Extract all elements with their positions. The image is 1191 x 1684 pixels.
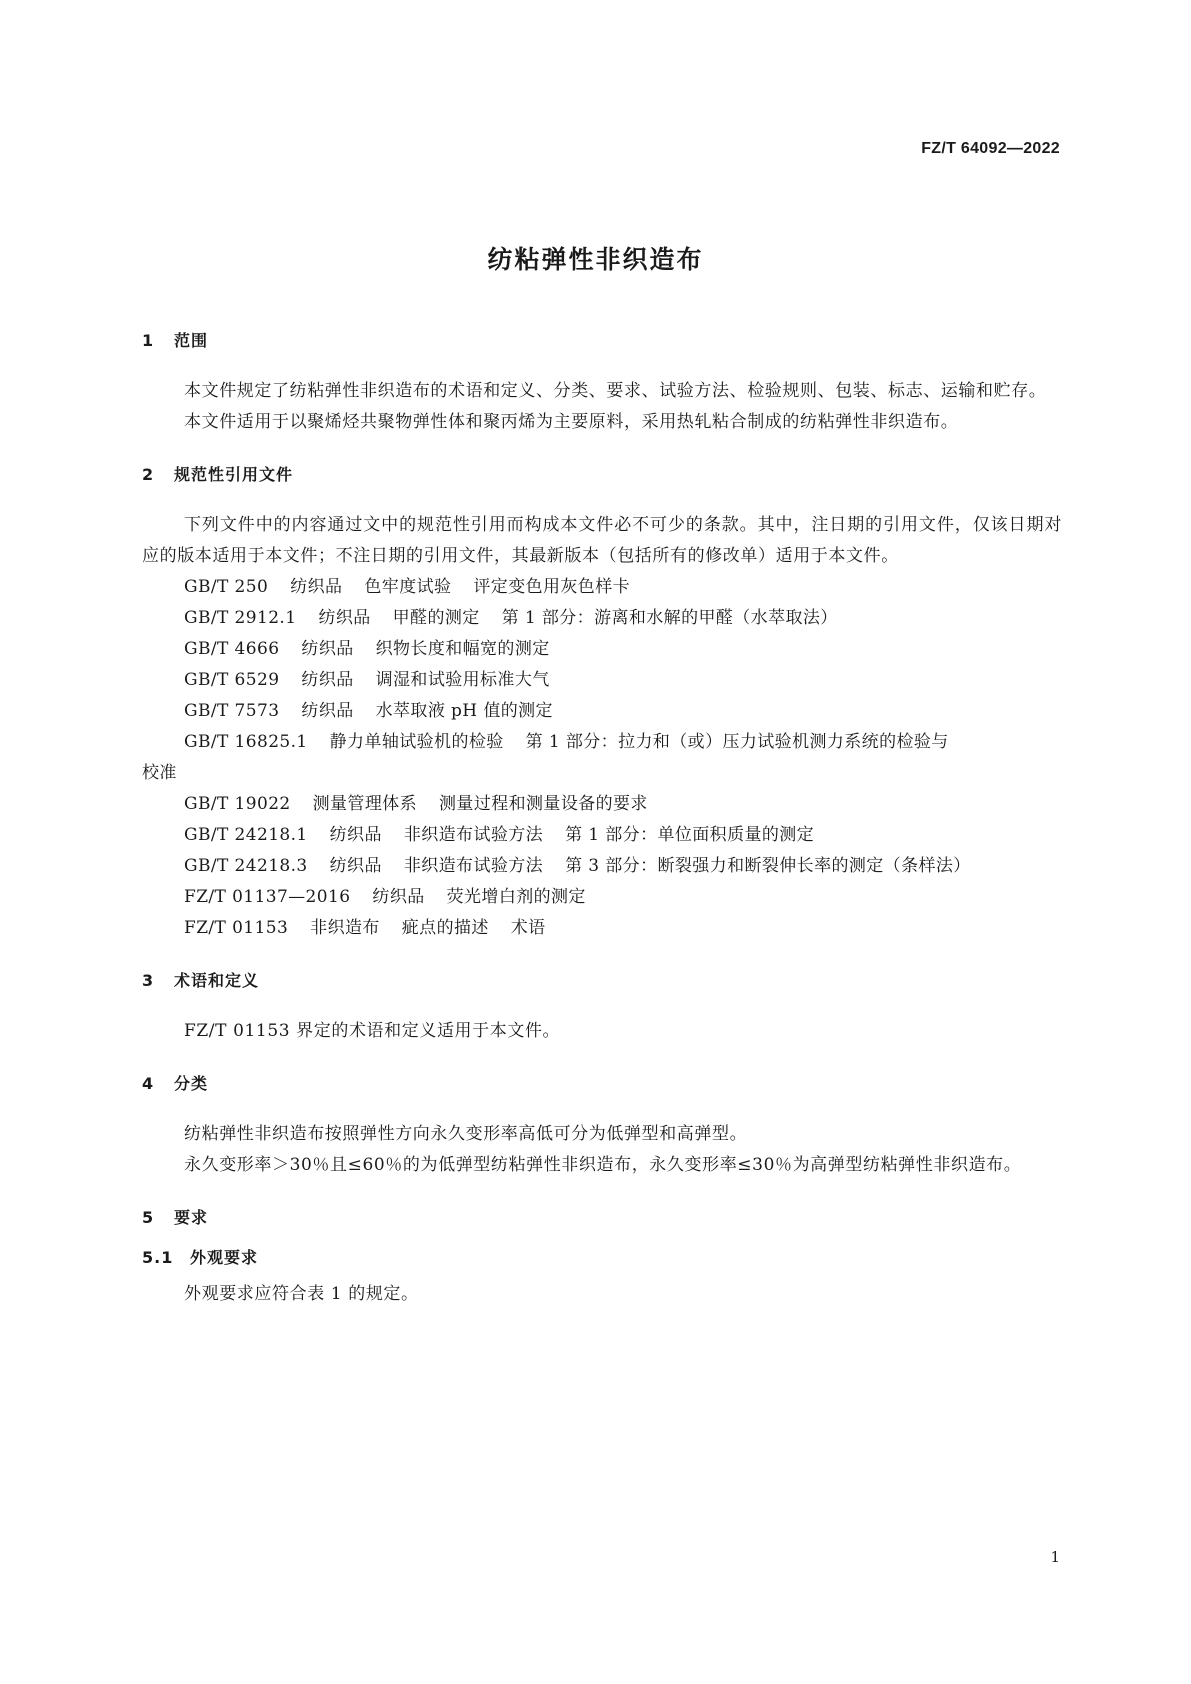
reference-title-part: 非织造布试验方法 <box>403 825 544 845</box>
reference-item <box>142 851 1062 882</box>
paragraph: 本文件适用于以聚烯烃共聚物弹性体和聚丙烯为主要原料，采用热轧粘合制成的纺粘弹性非织造布。 <box>184 412 959 432</box>
reference-item <box>142 820 1062 851</box>
reference-title-part: 纺织品 <box>301 639 354 659</box>
reference-code: GB/T 24218.3 <box>184 856 308 876</box>
paragraph: 永久变形率＞30％且≤60％的为低弹型纺粘弹性非织造布，永久变形率≤30％为高弹型纺粘弹性非织造布。 <box>184 1155 1022 1175</box>
reference-code: FZ/T 01153 <box>184 918 289 938</box>
reference-code: GB/T 6529 <box>184 670 280 690</box>
reference-title-part: 第 1 部分：游离和水解的甲醛（水萃取法） <box>501 608 838 628</box>
reference-title-part: 纺织品 <box>301 701 354 721</box>
subsection-number: 5.1 <box>142 1248 174 1267</box>
reference-title-part: 荧光增白剂的测定 <box>446 887 586 907</box>
section-2-heading <box>142 464 1062 486</box>
reference-title-part: 静力单轴试验机的检验 <box>329 732 504 752</box>
reference-title-part: 纺织品 <box>290 577 343 597</box>
document-body <box>142 330 1062 1310</box>
section-number: 1 <box>142 331 155 350</box>
reference-item <box>142 665 1062 696</box>
reference-title-part: 评定变色用灰色样卡 <box>473 577 631 597</box>
document-title: 纺粘弹性非织造布 <box>487 245 704 274</box>
reference-item <box>142 696 1062 727</box>
reference-title-part: 测量管理体系 <box>312 794 418 814</box>
section-number: 5 <box>142 1208 155 1227</box>
subsection-5-1-heading <box>142 1247 1062 1269</box>
section-number: 3 <box>142 971 155 990</box>
section-4-heading <box>142 1073 1062 1095</box>
standard-code: FZ/T 64092—2022 <box>921 140 1060 157</box>
reference-item <box>142 789 1062 820</box>
reference-title-part: 水萃取液 pH 值的测定 <box>375 701 553 721</box>
reference-title-part: 第 3 部分：断裂强力和断裂伸长率的测定（条样法） <box>565 856 971 876</box>
reference-title-part: 纺织品 <box>372 887 425 907</box>
section-title: 范围 <box>174 331 209 350</box>
reference-item <box>142 882 1062 913</box>
reference-item <box>142 634 1062 665</box>
reference-code: FZ/T 01137—2016 <box>184 887 351 907</box>
reference-code: GB/T 7573 <box>184 701 280 721</box>
reference-code: GB/T 24218.1 <box>184 825 308 845</box>
reference-item <box>142 913 1062 944</box>
paragraph: 纺粘弹性非织造布按照弹性方向永久变形率高低可分为低弹型和高弹型。 <box>184 1124 748 1144</box>
reference-title-part: 纺织品 <box>318 608 371 628</box>
paragraph: 本文件规定了纺粘弹性非织造布的术语和定义、分类、要求、试验方法、检验规则、包装、标志、运输和贮存。 <box>184 381 1047 401</box>
reference-title-part: 非织造布试验方法 <box>403 856 544 876</box>
subsection-title: 外观要求 <box>190 1248 259 1267</box>
reference-code: GB/T 16825.1 <box>184 732 308 752</box>
section-title: 分类 <box>174 1074 209 1093</box>
reference-code: GB/T 2912.1 <box>184 608 297 628</box>
section-number: 4 <box>142 1074 155 1093</box>
reference-continuation: 校准 <box>142 763 177 783</box>
section-number: 2 <box>142 465 155 484</box>
reference-title-part: 第 1 部分：单位面积质量的测定 <box>565 825 815 845</box>
section-3-heading <box>142 970 1062 992</box>
reference-code: GB/T 250 <box>184 577 269 597</box>
section-title: 术语和定义 <box>174 971 260 990</box>
reference-code: GB/T 4666 <box>184 639 280 659</box>
reference-title-part: 织物长度和幅宽的测定 <box>375 639 550 659</box>
reference-title-part: 测量过程和测量设备的要求 <box>439 794 648 814</box>
paragraph: 下列文件中的内容通过文中的规范性引用而构成本文件必不可少的条款。其中，注日期的引用文件，仅该日期对应的版本适用于本文件；不注日期的引用文件，其最新版本（包括所有的修改单）适用于本文件。 <box>142 515 1062 566</box>
section-1-heading <box>142 330 1062 352</box>
page-number: 1 <box>1050 1548 1060 1566</box>
reference-title-part: 甲醛的测定 <box>392 608 480 628</box>
reference-title-part: 色牢度试验 <box>364 577 452 597</box>
reference-title-part: 非织造布 <box>310 918 380 938</box>
reference-title-part: 疵点的描述 <box>401 918 489 938</box>
reference-code: GB/T 19022 <box>184 794 291 814</box>
reference-title-part: 第 1 部分：拉力和（或）压力试验机测力系统的检验与 <box>525 732 949 752</box>
reference-item <box>142 727 1062 789</box>
reference-title-part: 调湿和试验用标准大气 <box>375 670 550 690</box>
reference-item <box>142 572 1062 603</box>
reference-title-part: 纺织品 <box>329 856 382 876</box>
reference-title-part: 纺织品 <box>329 825 382 845</box>
paragraph: 外观要求应符合表 1 的规定。 <box>184 1284 419 1304</box>
reference-item <box>142 603 1062 634</box>
section-title: 规范性引用文件 <box>174 465 294 484</box>
section-title: 要求 <box>174 1208 209 1227</box>
section-5-heading <box>142 1207 1062 1229</box>
paragraph: FZ/T 01153 界定的术语和定义适用于本文件。 <box>184 1021 561 1041</box>
reference-title-part: 纺织品 <box>301 670 354 690</box>
reference-title-part: 术语 <box>510 918 546 938</box>
